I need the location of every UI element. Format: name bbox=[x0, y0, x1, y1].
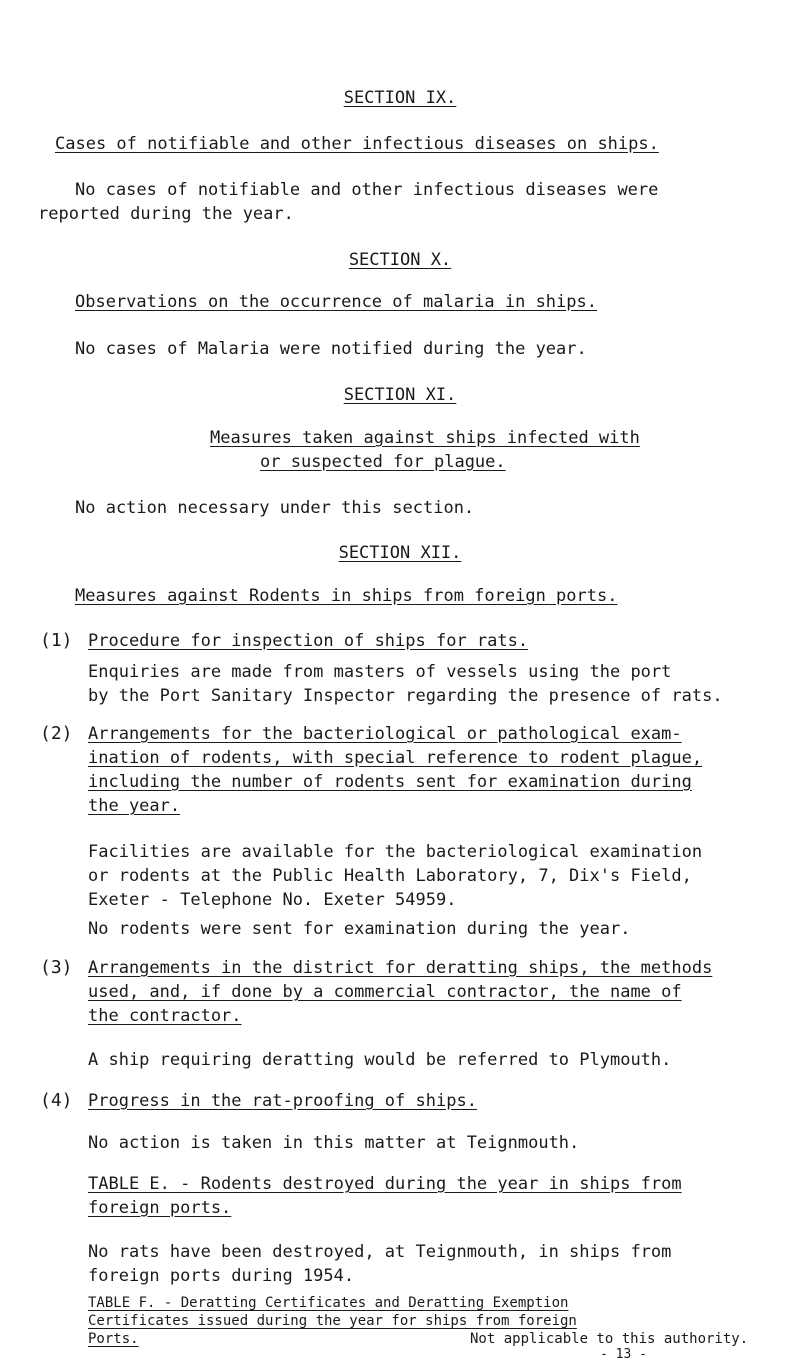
item-number: (1) bbox=[40, 630, 73, 651]
paragraph-line: reported during the year. bbox=[38, 204, 294, 224]
table-title: TABLE F. - Deratting Certificates and Deratting Exemption bbox=[88, 1295, 569, 1311]
section-heading: SECTION XII. bbox=[338, 543, 462, 563]
paragraph-line: Facilities are available for the bacteriological examination bbox=[88, 842, 703, 862]
section-heading: SECTION XI. bbox=[343, 385, 457, 405]
item-number: (2) bbox=[40, 723, 73, 744]
item-number: (4) bbox=[40, 1090, 73, 1111]
paragraph-line: No rats have been destroyed, at Teignmouth, in ships from bbox=[88, 1242, 672, 1262]
item-title: the contractor. bbox=[88, 1006, 242, 1026]
table-title: foreign ports. bbox=[88, 1198, 232, 1218]
section-title: Cases of notifiable and other infectious diseases on ships. bbox=[55, 134, 659, 154]
paragraph-line: No cases of notifiable and other infectious diseases were bbox=[75, 180, 659, 200]
item-title: the year. bbox=[88, 796, 181, 816]
item-title: Arrangements for the bacteriological or pathological exam- bbox=[88, 724, 682, 744]
paragraph-line: No action is taken in this matter at Teignmouth. bbox=[88, 1133, 580, 1153]
item-title: Arrangements in the district for deratting ships, the methods bbox=[88, 958, 713, 978]
page-number: - 13 - bbox=[600, 1347, 647, 1362]
paragraph-line: or rodents at the Public Health Laboratory, 7, Dix's Field, bbox=[88, 866, 692, 886]
section-heading: SECTION X. bbox=[348, 250, 452, 270]
paragraph-line: No rodents were sent for examination during the year. bbox=[88, 919, 631, 939]
item-title: ination of rodents, with special reference to rodent plague, bbox=[88, 748, 703, 768]
item-title: including the number of rodents sent for examination during bbox=[88, 772, 692, 792]
item-title: Procedure for inspection of ships for rats. bbox=[88, 631, 529, 651]
item-number: (3) bbox=[40, 957, 73, 978]
paragraph-line: Enquiries are made from masters of vessels using the port bbox=[88, 662, 672, 682]
paragraph-line: Exeter - Telephone No. Exeter 54959. bbox=[88, 890, 457, 910]
item-title: used, and, if done by a commercial contractor, the name of bbox=[88, 982, 682, 1002]
paragraph-line: A ship requiring deratting would be referred to Plymouth. bbox=[88, 1050, 672, 1070]
paragraph-line: Not applicable to this authority. bbox=[470, 1331, 749, 1347]
table-title: Ports. bbox=[88, 1331, 139, 1347]
paragraph-line: foreign ports during 1954. bbox=[88, 1266, 355, 1286]
paragraph-line: No action necessary under this section. bbox=[75, 498, 475, 518]
paragraph-line: by the Port Sanitary Inspector regarding the presence of rats. bbox=[88, 686, 723, 706]
section-title: Observations on the occurrence of malaria in ships. bbox=[75, 292, 597, 312]
item-title: Progress in the rat-proofing of ships. bbox=[88, 1091, 477, 1111]
section-title: or suspected for plague. bbox=[260, 452, 506, 472]
table-title: TABLE E. - Rodents destroyed during the year in ships from bbox=[88, 1174, 682, 1194]
section-title: Measures taken against ships infected with bbox=[210, 428, 640, 448]
section-heading: SECTION IX. bbox=[343, 88, 457, 108]
section-title: Measures against Rodents in ships from foreign ports. bbox=[75, 586, 618, 606]
paragraph-line: No cases of Malaria were notified during the year. bbox=[75, 339, 587, 359]
table-title: Certificates issued during the year for ships from foreign bbox=[88, 1313, 577, 1329]
